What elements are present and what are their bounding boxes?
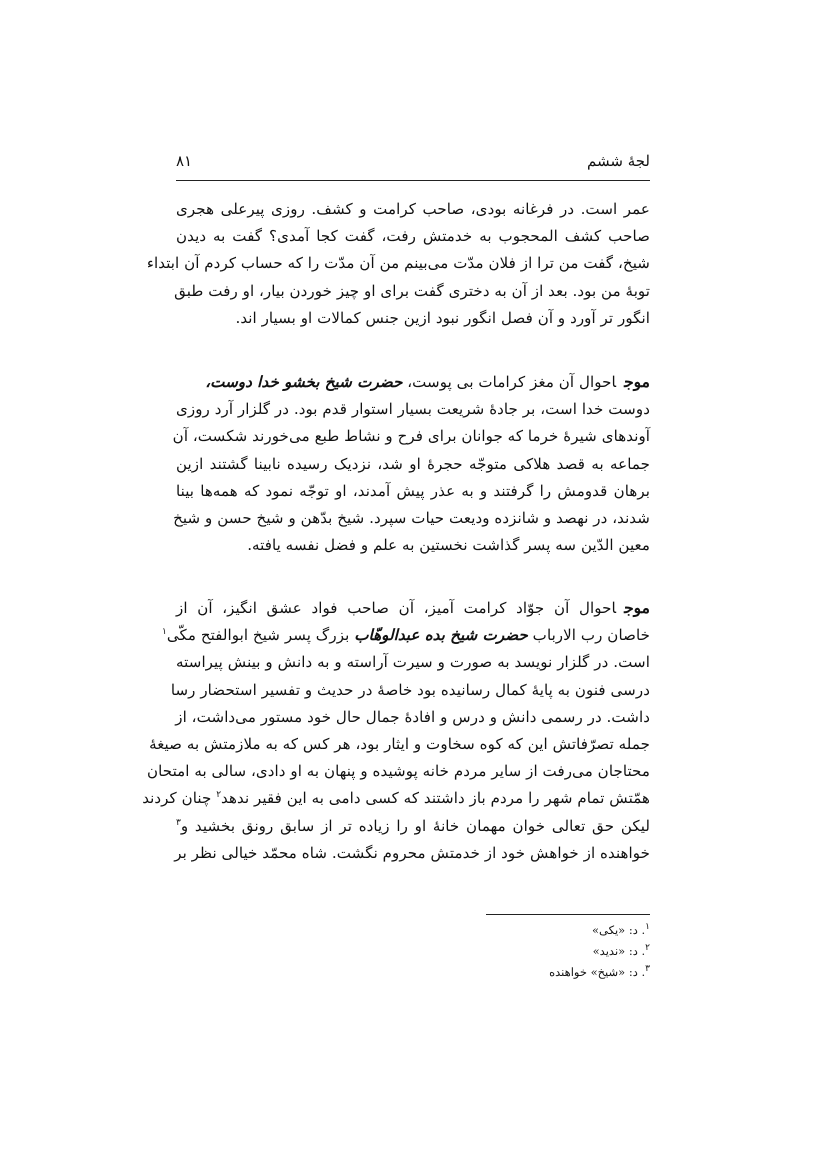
person-name: حضرت شیخ بخشو خدا دوست، bbox=[205, 373, 403, 391]
text-line: انگور تر آورد و آن فصل انگور نبود ازین جنس کمالات او بسیار اند. bbox=[235, 308, 650, 327]
running-title: لجۀ ششم bbox=[587, 152, 650, 170]
text-line: داشت. در رسمی دانش و درس و افادۀ جمال حال خود مستور می‌داشت، از bbox=[175, 707, 650, 726]
footnote-ref: ۲ bbox=[216, 790, 222, 801]
text-line: صاحب کشف المحجوب به خدمتش رفت، گفت کجا آمدی؟ گفت به دیدن bbox=[176, 227, 650, 246]
paragraph-3 bbox=[142, 594, 650, 867]
section-marker: موج bbox=[624, 598, 650, 617]
text-line: است. در گلزار نویسد به صورت و سیرت آراسته و به دانش و بینش پیراسته bbox=[176, 653, 650, 672]
text-line: معین الدّین سه پسر گذاشت نخستین به علم و فضل نفسه یافته. bbox=[247, 536, 650, 555]
footnote-text: . د: «یکی» bbox=[591, 923, 646, 937]
text-run: همّتش تمام شهر را مردم باز داشتند که کسی دامی به این فقیر ندهد bbox=[221, 789, 650, 808]
text-run: احوال آن جوّاد کرامت آمیز، آن صاحب فواد عشق انگیز، آن از bbox=[176, 599, 617, 617]
footnote-ref: ۳ bbox=[176, 817, 181, 828]
text-line: شدند، در نهصد و شانزده ودیعت حیات سپرد. شیخ بدّهن و شیخ حسن و شیخ bbox=[173, 509, 650, 528]
text-line: آوندهای شیرۀ خرما که جوانان برای فرح و نشاط طبع می‌خورند شکست، آن bbox=[172, 427, 650, 446]
page-header bbox=[176, 146, 650, 181]
text-line: دوست خدا است، بر جادۀ شریعت بسیار استوار قدم بود. در گلزار آرد روزی bbox=[176, 400, 650, 419]
paragraph-1 bbox=[146, 196, 650, 332]
page-number: ۸۱ bbox=[176, 152, 193, 170]
paragraph-2 bbox=[172, 368, 650, 559]
footnote-number: ۲ bbox=[645, 943, 650, 954]
footnote bbox=[549, 941, 650, 962]
text-run: چنان کردند bbox=[142, 789, 212, 808]
text-line: عمر است. در فرغانه بودی، صاحب کرامت و کشف. روزی پیرعلی هجری bbox=[176, 200, 650, 218]
text-line bbox=[176, 594, 650, 622]
footnote-text: . د: «شیخ» خواهنده bbox=[549, 965, 646, 979]
text-line bbox=[176, 368, 650, 396]
footnotes bbox=[549, 920, 650, 983]
text-line: جمله تصرّفاتش این که کوه سخاوت و ایثار بود، هر کس که به ملازمتش به صیغۀ bbox=[149, 735, 650, 754]
text-run: لیکن حق تعالی خوان مهمان خانۀ او را زیاده تر از سابق رونق بخشید و bbox=[180, 816, 650, 835]
footnote-number: ۱ bbox=[645, 922, 650, 933]
section-marker: موج bbox=[624, 372, 650, 391]
text-run: احوال آن مغز کرامات بی پوست، bbox=[407, 373, 617, 391]
text-line bbox=[142, 785, 650, 812]
footnote bbox=[549, 920, 650, 941]
text-line: توبۀ من بود. بعد از آن به دختری گفت برای او چیز خوردن بیار، او رفت طبق bbox=[174, 281, 650, 300]
text-line: درسی فنون به پایۀ کمال رسانیده بود خاصۀ در حدیث و تفسیر استحضار رسا bbox=[170, 680, 650, 699]
footnote-ref: ۱ bbox=[162, 627, 167, 638]
text-line: محتاجان می‌رفت از سایر مردم خانه پوشیده و پنهان به او دادی، سالی به امتحان bbox=[146, 762, 650, 781]
footnote bbox=[549, 962, 650, 983]
person-name: حضرت شیخ بده عبدالوهّاب bbox=[354, 626, 528, 645]
text-run: خاصان رب الارباب bbox=[532, 626, 650, 645]
text-line: شیخ، گفت من ترا از فلان مدّت می‌بینم من آن مدّت را که حساب کردم آن ابتداء bbox=[146, 254, 650, 273]
text-line: جماعه به قصد هلاکی متوجّه حجرۀ او شد، نزدیک رسیده نابینا گشتند ازین bbox=[176, 454, 650, 473]
text-run: بزرگ پسر شیخ ابوالفتح مکّی bbox=[166, 626, 350, 645]
text-line: برهان قدومش را گرفتند و به عذر پیش آمدند، او توجّه نمود که همه‌ها بینا bbox=[176, 481, 650, 500]
text-line bbox=[176, 813, 650, 840]
text-line: خواهنده از خواهش خود از خدمتش محروم نگشت. شاه محمّد خیالی نظر بر bbox=[174, 843, 650, 862]
footnote-number: ۳ bbox=[645, 964, 650, 975]
text-line bbox=[162, 622, 650, 649]
footnote-text: . د: «ندید» bbox=[592, 944, 646, 958]
footnote-divider bbox=[486, 914, 650, 915]
